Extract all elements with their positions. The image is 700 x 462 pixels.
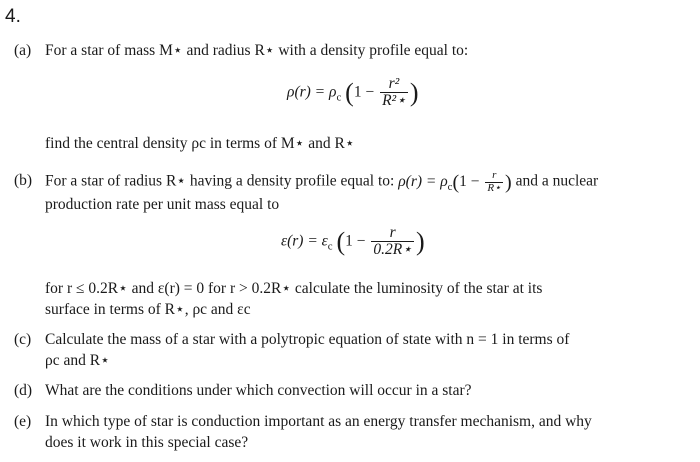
part-b-eq-lhs: ε(r) = ε <box>281 232 328 250</box>
part-e-line2: does it work in this special case? <box>45 434 249 451</box>
part-a-line2: find the central density ρc in terms of M⋆ and R⋆ <box>45 135 355 152</box>
part-a-eq-one-minus: 1 − <box>353 83 375 101</box>
part-e-label: (e) <box>14 413 32 430</box>
part-b-line1-tail: and a nuclear <box>515 172 599 190</box>
right-paren: ) <box>409 77 419 107</box>
part-b-line1 <box>45 170 598 194</box>
part-b-eq-denominator: 0.2R⋆ <box>373 241 412 259</box>
part-a-line1: For a star of mass M⋆ and radius R⋆ with a density profile equal to: <box>45 42 469 59</box>
part-b-line4: surface in terms of R⋆, ρc and εc <box>45 301 251 318</box>
part-b-inline-denominator: R⋆ <box>487 181 502 194</box>
part-a-equation <box>287 76 419 110</box>
part-e-line1: In which type of star is conduction important as an energy transfer mechanism, and why <box>45 413 592 430</box>
part-b-equation <box>281 225 425 259</box>
right-paren: ) <box>505 171 512 194</box>
part-b-inline-lhs-sub: c <box>447 180 453 193</box>
part-b-eq-one-minus: 1 − <box>345 232 366 250</box>
part-c-line2: ρc and R⋆ <box>45 352 110 369</box>
part-c-label: (c) <box>14 331 32 348</box>
part-a-eq-fraction <box>380 76 408 110</box>
left-paren: ( <box>345 77 354 107</box>
part-b-eq-lhs-sub: c <box>327 240 333 253</box>
part-b-eq-fraction <box>371 225 414 259</box>
part-a-eq-numerator: r² <box>380 76 408 93</box>
part-b-eq-numerator: r <box>371 225 414 242</box>
part-a-eq-lhs-sub: c <box>336 91 342 104</box>
part-b-line1-text: For a star of radius R⋆ having a density profile equal to: <box>45 172 395 190</box>
part-d-label: (d) <box>14 382 33 399</box>
part-a-eq-denominator: R²⋆ <box>382 92 406 110</box>
part-b-label: (b) <box>14 172 33 189</box>
part-b-line2: production rate per unit mass equal to <box>45 196 280 213</box>
part-a-label: (a) <box>14 42 32 59</box>
left-paren: ( <box>452 171 460 194</box>
part-b-inline-numerator: r <box>485 170 503 183</box>
part-b-inline-equation <box>398 169 515 194</box>
part-a-eq-lhs: ρ(r) = ρ <box>287 83 337 101</box>
part-b-inline-lhs: ρ(r) = ρ <box>398 172 448 190</box>
part-c-line1: Calculate the mass of a star with a polytropic equation of state with n = 1 in terms of <box>45 331 570 348</box>
question-number: 4. <box>5 6 21 27</box>
part-b-line3: for r ≤ 0.2R⋆ and ε(r) = 0 for r > 0.2R⋆ calculate the luminosity of the star at its <box>45 280 543 297</box>
part-d-line1: What are the conditions under which convection will occur in a star? <box>45 382 472 399</box>
part-b-inline-fraction <box>485 170 503 194</box>
left-paren: ( <box>336 226 346 256</box>
part-b-inline-one-minus: 1 − <box>459 172 480 190</box>
right-paren: ) <box>415 226 425 256</box>
